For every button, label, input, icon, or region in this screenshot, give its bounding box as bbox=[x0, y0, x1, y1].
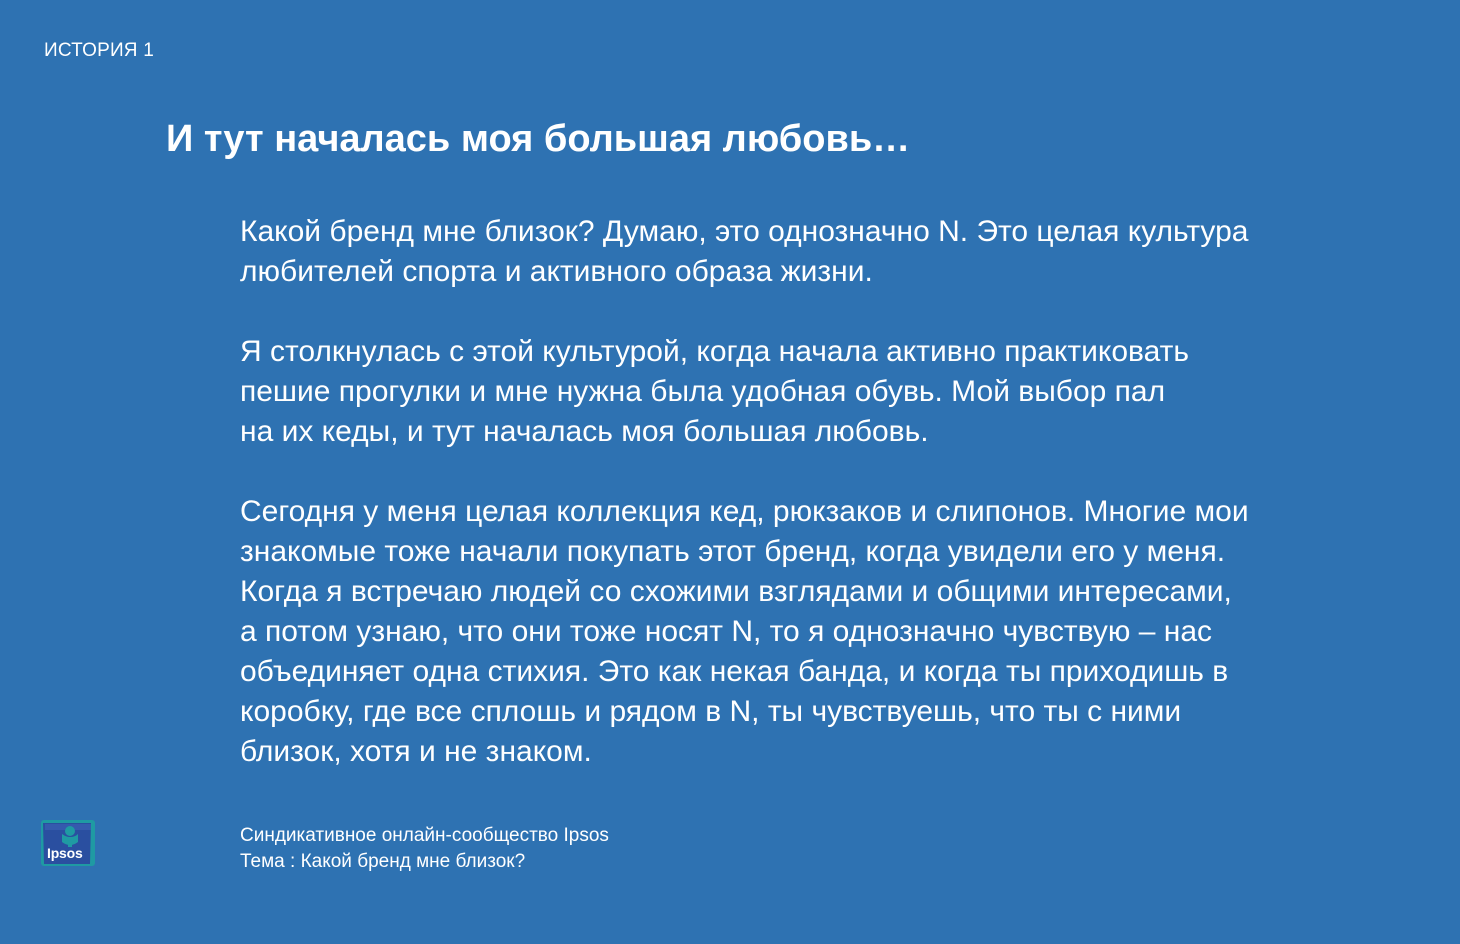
ipsos-logo-icon bbox=[41, 820, 95, 868]
footer-topic: Тема : Какой бренд мне близок? bbox=[240, 851, 526, 872]
story-line: любителей спорта и активного образа жизни. bbox=[240, 255, 873, 288]
story-line: знакомые тоже начали покупать этот бренд, когда увидели его у меня. bbox=[240, 535, 1226, 568]
story-paragraph-1 bbox=[240, 212, 1400, 292]
story-line: Сегодня у меня целая коллекция кед, рюкзаков и слипонов. Многие мои bbox=[240, 495, 1249, 528]
story-line: пешие прогулки и мне нужна была удобная обувь. Мой выбор пал bbox=[240, 375, 1166, 408]
story-line: Какой бренд мне близок? Думаю, это однозначно N. Это целая культура bbox=[240, 215, 1249, 248]
story-text bbox=[240, 212, 1400, 772]
story-line: коробку, где все сплошь и рядом в N, ты чувствуешь, что ты с ними bbox=[240, 695, 1182, 728]
story-line: Я столкнулась с этой культурой, когда начала активно практиковать bbox=[240, 335, 1189, 368]
footer bbox=[240, 823, 609, 875]
footer-source: Синдикативное онлайн-сообщество Ipsos bbox=[240, 825, 609, 846]
story-paragraph-2 bbox=[240, 332, 1400, 452]
story-line: объединяет одна стихия. Это как некая банда, и когда ты приходишь в bbox=[240, 655, 1229, 688]
page-title: И тут началась моя большая любовь… bbox=[166, 118, 911, 160]
story-paragraph-3 bbox=[240, 492, 1400, 772]
story-line: а потом узнаю, что они тоже носят N, то я однозначно чувствую – нас bbox=[240, 615, 1213, 648]
logo-text: Ipsos bbox=[47, 845, 83, 861]
story-line: Когда я встречаю людей со схожими взглядами и общими интересами, bbox=[240, 575, 1232, 608]
story-line: на их кеды, и тут началась моя большая любовь. bbox=[240, 415, 929, 448]
section-label: ИСТОРИЯ 1 bbox=[44, 40, 154, 61]
story-line: близок, хотя и не знаком. bbox=[240, 735, 592, 768]
